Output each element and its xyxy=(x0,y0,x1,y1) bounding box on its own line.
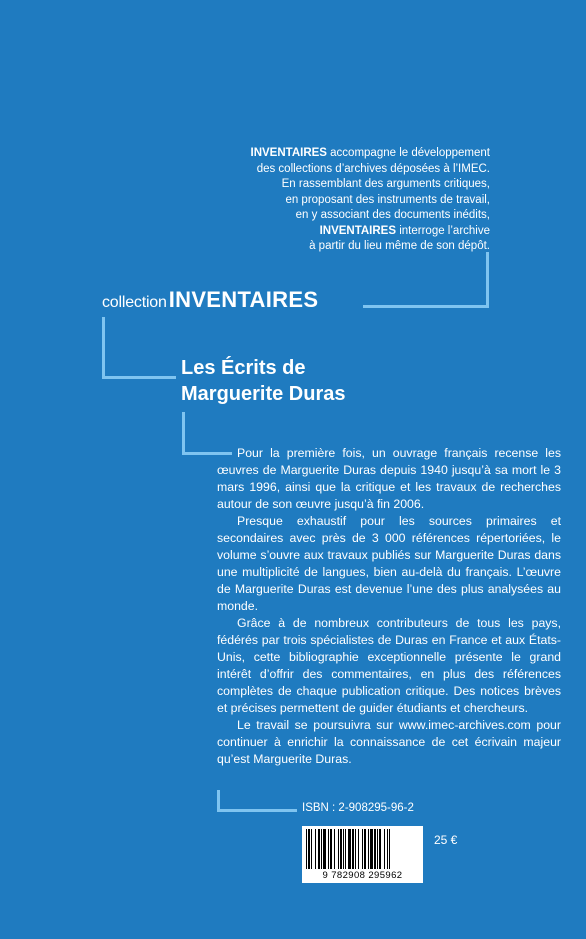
barcode-bar xyxy=(362,829,363,869)
barcode-bar xyxy=(377,829,378,869)
barcode-bar xyxy=(343,829,344,869)
barcode-bar xyxy=(311,829,312,869)
series-name-bold: INVENTAIRES xyxy=(250,147,327,159)
isbn: ISBN : 2-908295-96-2 xyxy=(302,802,414,814)
barcode-bar xyxy=(330,829,332,869)
barcode-bar xyxy=(358,829,359,869)
barcode-bar xyxy=(306,829,307,869)
barcode-bar xyxy=(328,829,329,869)
intro-line: à partir du lieu même de son dépôt. xyxy=(309,240,490,252)
paragraph-2: Presque exhaustif pour les sources primaires et secondaires avec près de 3 000 références répertoriées, le volume s’ouvre aux travaux publiés sur Marguerite Duras dans une multiplicité de langues, bien au-delà du français. L’œuvre de Marguerite Duras est devenue l’une des plus analysées au monde. xyxy=(217,514,561,613)
intro-line xyxy=(200,146,490,162)
barcode-digits: 9 782908 295962 xyxy=(322,870,403,881)
intro-line: des collections d’archives déposées à l’IMEC. xyxy=(256,162,490,175)
barcode-bar xyxy=(387,829,388,869)
barcode-bar xyxy=(355,829,356,869)
barcode-bar xyxy=(364,829,366,869)
barcode-bar xyxy=(368,829,369,869)
barcode-bar xyxy=(374,829,376,869)
barcode-bar xyxy=(384,829,385,869)
intro-line: en y associant des documents inédits, xyxy=(295,209,490,221)
book-title xyxy=(181,355,346,407)
collection-label xyxy=(102,287,318,313)
bracket-line-vertical xyxy=(102,317,105,379)
intro-text: accompagne le développement xyxy=(326,147,490,159)
collection-name: INVENTAIRES xyxy=(168,287,319,312)
barcode-bars xyxy=(305,829,420,869)
price: 25 € xyxy=(434,833,458,847)
barcode-bar xyxy=(340,829,342,869)
barcode-bar xyxy=(321,829,322,869)
barcode-bar xyxy=(345,829,346,869)
intro-line: en proposant des instruments de travail, xyxy=(285,193,490,206)
collection-word: collection xyxy=(102,294,167,311)
barcode-bar xyxy=(370,829,373,869)
paragraph-1: Pour la première fois, un ouvrage français recense les œuvres de Marguerite Duras depuis 1940 jusqu’à sa mort le 3 mars 1996, ainsi que la critique et les travaux de recherches autour de son œuvre jusqu’à fin 2006. xyxy=(217,446,561,511)
intro-blurb xyxy=(200,146,490,255)
barcode-bar xyxy=(389,829,390,869)
bracket-line-horizontal xyxy=(102,376,176,379)
barcode-bar xyxy=(348,829,351,869)
bracket-line-vertical xyxy=(486,252,489,308)
title-line-1: Les Écrits de xyxy=(181,357,306,379)
bracket-line-horizontal xyxy=(217,809,297,812)
barcode-bar xyxy=(379,829,381,869)
barcode-bar xyxy=(338,829,339,869)
barcode-bar xyxy=(323,829,326,869)
barcode-bar xyxy=(318,829,320,869)
barcode-bar xyxy=(352,829,354,869)
series-name-bold: INVENTAIRES xyxy=(319,224,397,237)
barcode-bar xyxy=(308,829,310,869)
paragraph-3: Grâce à de nombreux contributeurs de tous les pays, fédérés par trois spécialistes de Duras en France et aux États-Unis, cette bibliographie exceptionnelle présente le grand intérêt d’offrir des commentaires, en plus des références complètes de chaque publication critique. Des notices brèves et précises permettent de guider étudiants et chercheurs. xyxy=(217,616,561,715)
barcode-bar xyxy=(315,829,316,869)
barcode-bar xyxy=(334,829,335,869)
intro-text: interroge l’archive xyxy=(396,224,490,237)
bracket-line-horizontal xyxy=(363,305,489,308)
title-line-2: Marguerite Duras xyxy=(181,383,346,405)
barcode xyxy=(302,826,423,883)
paragraph-4: Le travail se poursuivra sur www.imec-archives.com pour continuer à enrichir la connaissance de cet écrivain majeur qu’est Marguerite Duras. xyxy=(217,718,561,766)
bracket-line-vertical xyxy=(182,412,185,455)
intro-line: En rassemblant des arguments critiques, xyxy=(281,178,490,190)
intro-line xyxy=(200,224,490,240)
back-cover-text xyxy=(217,445,561,768)
